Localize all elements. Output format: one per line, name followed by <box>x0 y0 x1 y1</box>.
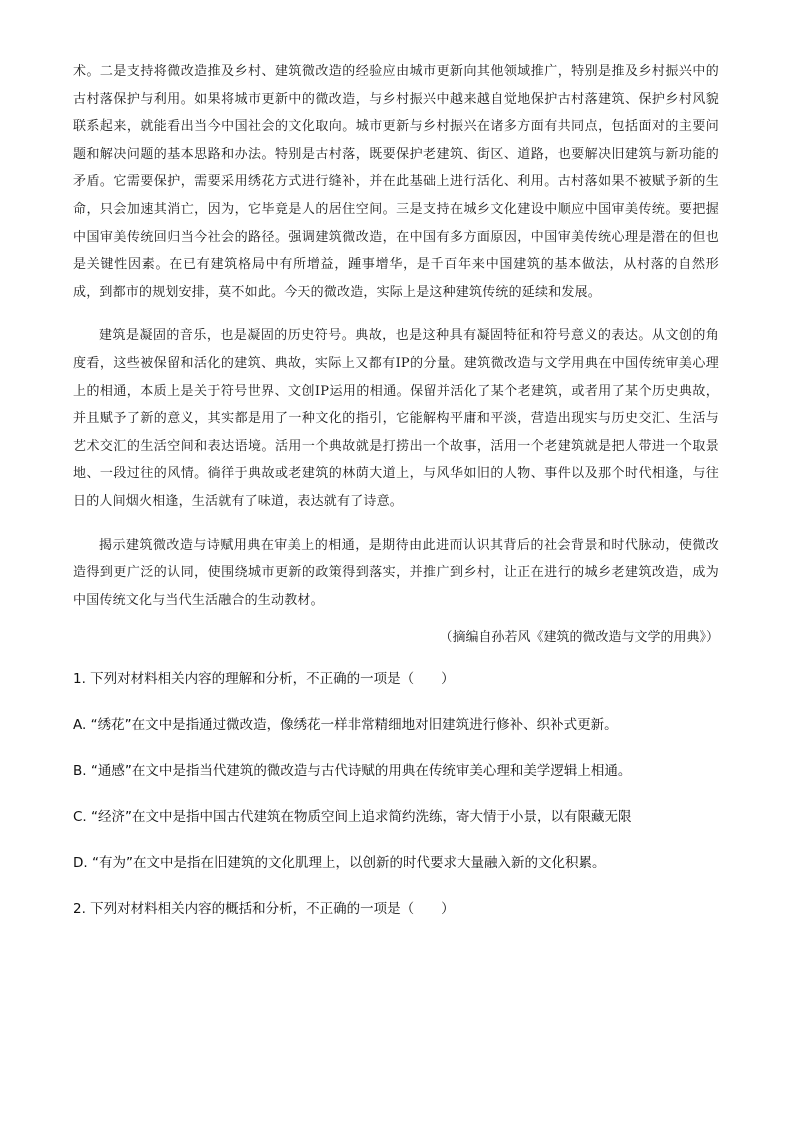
article-source: （摘编自孙若风《建筑的微改造与文学的用典》） <box>439 630 719 646</box>
article-paragraph-2: 建筑是凝固的音乐，也是凝固的历史符号。典故，也是这种具有凝固特征和符号意义的表达。从文创的角度看，这些被保留和活化的建筑、典故，实际上又都有IP的分量。建筑微改造与文学用典在中国传统审美心理上的相通，本质上是关于符号世界、文创IP运用的相通。保留并活化了某个老建筑，或者用了某个历史典故，并且赋予了新的意义，其实都是用了一种文化的指引，它能解构平庸和平淡，营造出现实与历史交汇、生活与艺术交汇的生活空间和表达语境。活用一个典故就是打捞出一个故事，活用一个老建筑就是把人带进一个取景地、一段过往的风情。徜徉于典故或老建筑的林荫大道上，与风华如旧的人物、事件以及那个时代相逢，与往日的人间烟火相逢，生活就有了味道，表达就有了诗意。 <box>73 328 719 509</box>
question-1-option-d: D. “有为”在文中是指在旧建筑的文化肌理上，以创新的时代要求大量融入新的文化积累。 <box>73 855 606 872</box>
question-2-stem: 2. 下列对材料相关内容的概括和分析，不正确的一项是（ ） <box>73 901 455 918</box>
question-1-stem: 1. 下列对材料相关内容的理解和分析，不正确的一项是（ ） <box>73 671 455 688</box>
paragraph-gap <box>73 306 719 322</box>
paragraph-gap <box>73 516 719 532</box>
question-1-option-c: C. “经济”在文中是指中国古代建筑在物质空间上追求简约洗练，寄大情于小景，以有限藏无限 <box>73 809 632 826</box>
article-paragraph-1: 术。二是支持将微改造推及乡村、建筑微改造的经验应由城市更新向其他领域推广，特别是推及乡村振兴中的古村落保护与利用。如果将城市更新中的微改造，与乡村振兴中越来越自觉地保护古村落建筑、保护乡村风貌联系起来，就能看出当今中国社会的文化取向。城市更新与乡村振兴在诸多方面有共同点，包括面对的主要问题和解决问题的基本思路和办法。特别是古村落，既要保护老建筑、街区、道路，也要解决旧建筑与新功能的矛盾。它需要保护，需要采用绣花方式进行缝补，并在此基础上进行活化、利用。古村落如果不被赋予新的生命，只会加速其消亡，因为，它毕竟是人的居住空间。三是支持在城乡文化建设中顺应中国审美传统。要把握中国审美传统回归当今社会的路径。强调建筑微改造，在中国有多方面原因，中国审美传统心理是潜在的但也是关键性因素。在已有建筑格局中有所增益，踵事增华，是千百年来中国建筑的基本做法，从村落的自然形成，到都市的规划安排，莫不如此。今天的微改造，实际上是这种建筑传统的延续和发展。 <box>73 64 719 300</box>
article-paragraph-3: 揭示建筑微改造与诗赋用典在审美上的相通，是期待由此进而认识其背后的社会背景和时代脉动，使微改造得到更广泛的认同，使围绕城市更新的政策得到落实，并推广到乡村，让正在进行的城乡老建筑改造，成为中国传统文化与当代生活融合的生动教材。 <box>73 537 719 608</box>
question-1-option-b: B. “通感”在文中是指当代建筑的微改造与古代诗赋的用典在传统审美心理和美学逻辑上相通。 <box>73 763 632 780</box>
question-1-option-a: A. “绣花”在文中是指通过微改造，像绣花一样非常精细地对旧建筑进行修补、织补式更新。 <box>73 717 618 734</box>
exam-page <box>73 58 719 920</box>
